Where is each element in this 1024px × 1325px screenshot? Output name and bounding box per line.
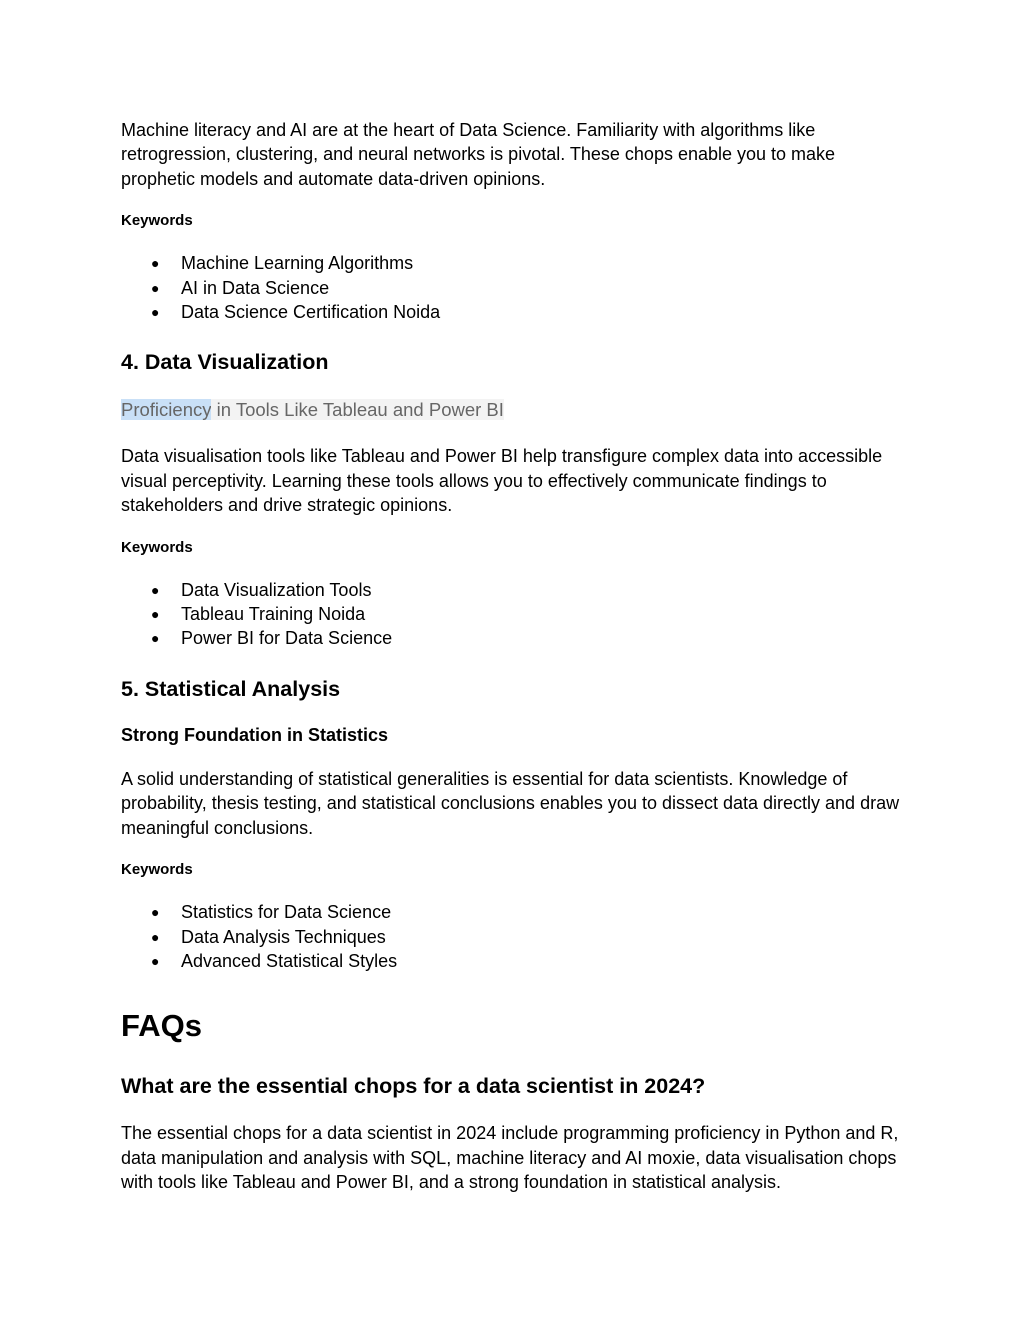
- list-item: ● Data Science Certification Noida: [121, 300, 911, 324]
- bullet-icon: ●: [151, 279, 160, 296]
- intro-paragraph: Machine literacy and AI are at the heart of Data Science. Familiarity with algorithms like retrogression, clustering, and neural networks is pivotal. These chops enable you to make prophetic models and automate data-driven opinions.: [121, 120, 836, 189]
- faq-answer: The essential chops for a data scientist in 2024 include programming proficiency in Python and R, data manipulation and analysis with SQL, machine literacy and AI moxie, data visualisation chops with tools like Tableau and Power BI, and a strong foundation in statistical analysis.: [121, 1123, 899, 1193]
- section-heading-statistical-analysis: 5. Statistical Analysis: [121, 676, 341, 701]
- bullet-icon: ●: [151, 255, 160, 272]
- faqs-heading: FAQs: [121, 1008, 202, 1044]
- document-page: [121, 118, 911, 1195]
- intro-keyword-list: [121, 251, 911, 324]
- bullet-icon: ●: [151, 304, 160, 321]
- keywords-label: Keywords: [121, 538, 193, 556]
- list-item: ● AI in Data Science: [121, 276, 911, 300]
- keywords-label: Keywords: [121, 212, 193, 230]
- list-item: ● Power BI for Data Science: [121, 626, 911, 650]
- bullet-icon: ●: [151, 904, 160, 921]
- bullet-icon: ●: [151, 581, 160, 598]
- list-item: ● Advanced Statistical Styles: [121, 949, 911, 973]
- selected-text[interactable]: Proficiency: [121, 399, 212, 421]
- list-item: ● Statistics for Data Science: [121, 900, 911, 924]
- visualization-keyword-list: [121, 578, 911, 651]
- statistics-keyword-list: [121, 900, 911, 973]
- bullet-icon: ●: [151, 630, 160, 647]
- list-item: ● Tableau Training Noida: [121, 602, 911, 626]
- statistics-paragraph: A solid understanding of statistical generalities is essential for data scientists. Knowledge of probability, thesis testing, and statistical conclusions enables you to dissect data directly and draw meaningful conclusions.: [121, 768, 900, 838]
- keywords-label: Keywords: [121, 861, 193, 879]
- faq-question: What are the essential chops for a data scientist in 2024?: [121, 1074, 706, 1099]
- list-item: ● Data Visualization Tools: [121, 578, 911, 602]
- list-item: ● Machine Learning Algorithms: [121, 251, 911, 275]
- section-heading-data-visualization: 4. Data Visualization: [121, 350, 329, 375]
- bullet-icon: ●: [151, 928, 160, 945]
- data-visualization-paragraph: Data visualisation tools like Tableau and Power BI help transfigure complex data into accessible visual perceptivity. Learning these tools allows you to effectively communicate findings to stakeholders and drive strategic opinions.: [121, 446, 883, 516]
- section-subheading-tools: Proficiency in Tools Like Tableau and Power BI: [121, 399, 504, 421]
- bullet-icon: ●: [151, 952, 160, 969]
- section-subheading-statistics: Strong Foundation in Statistics: [121, 724, 388, 745]
- list-item: ● Data Analysis Techniques: [121, 925, 911, 949]
- bullet-icon: ●: [151, 606, 160, 623]
